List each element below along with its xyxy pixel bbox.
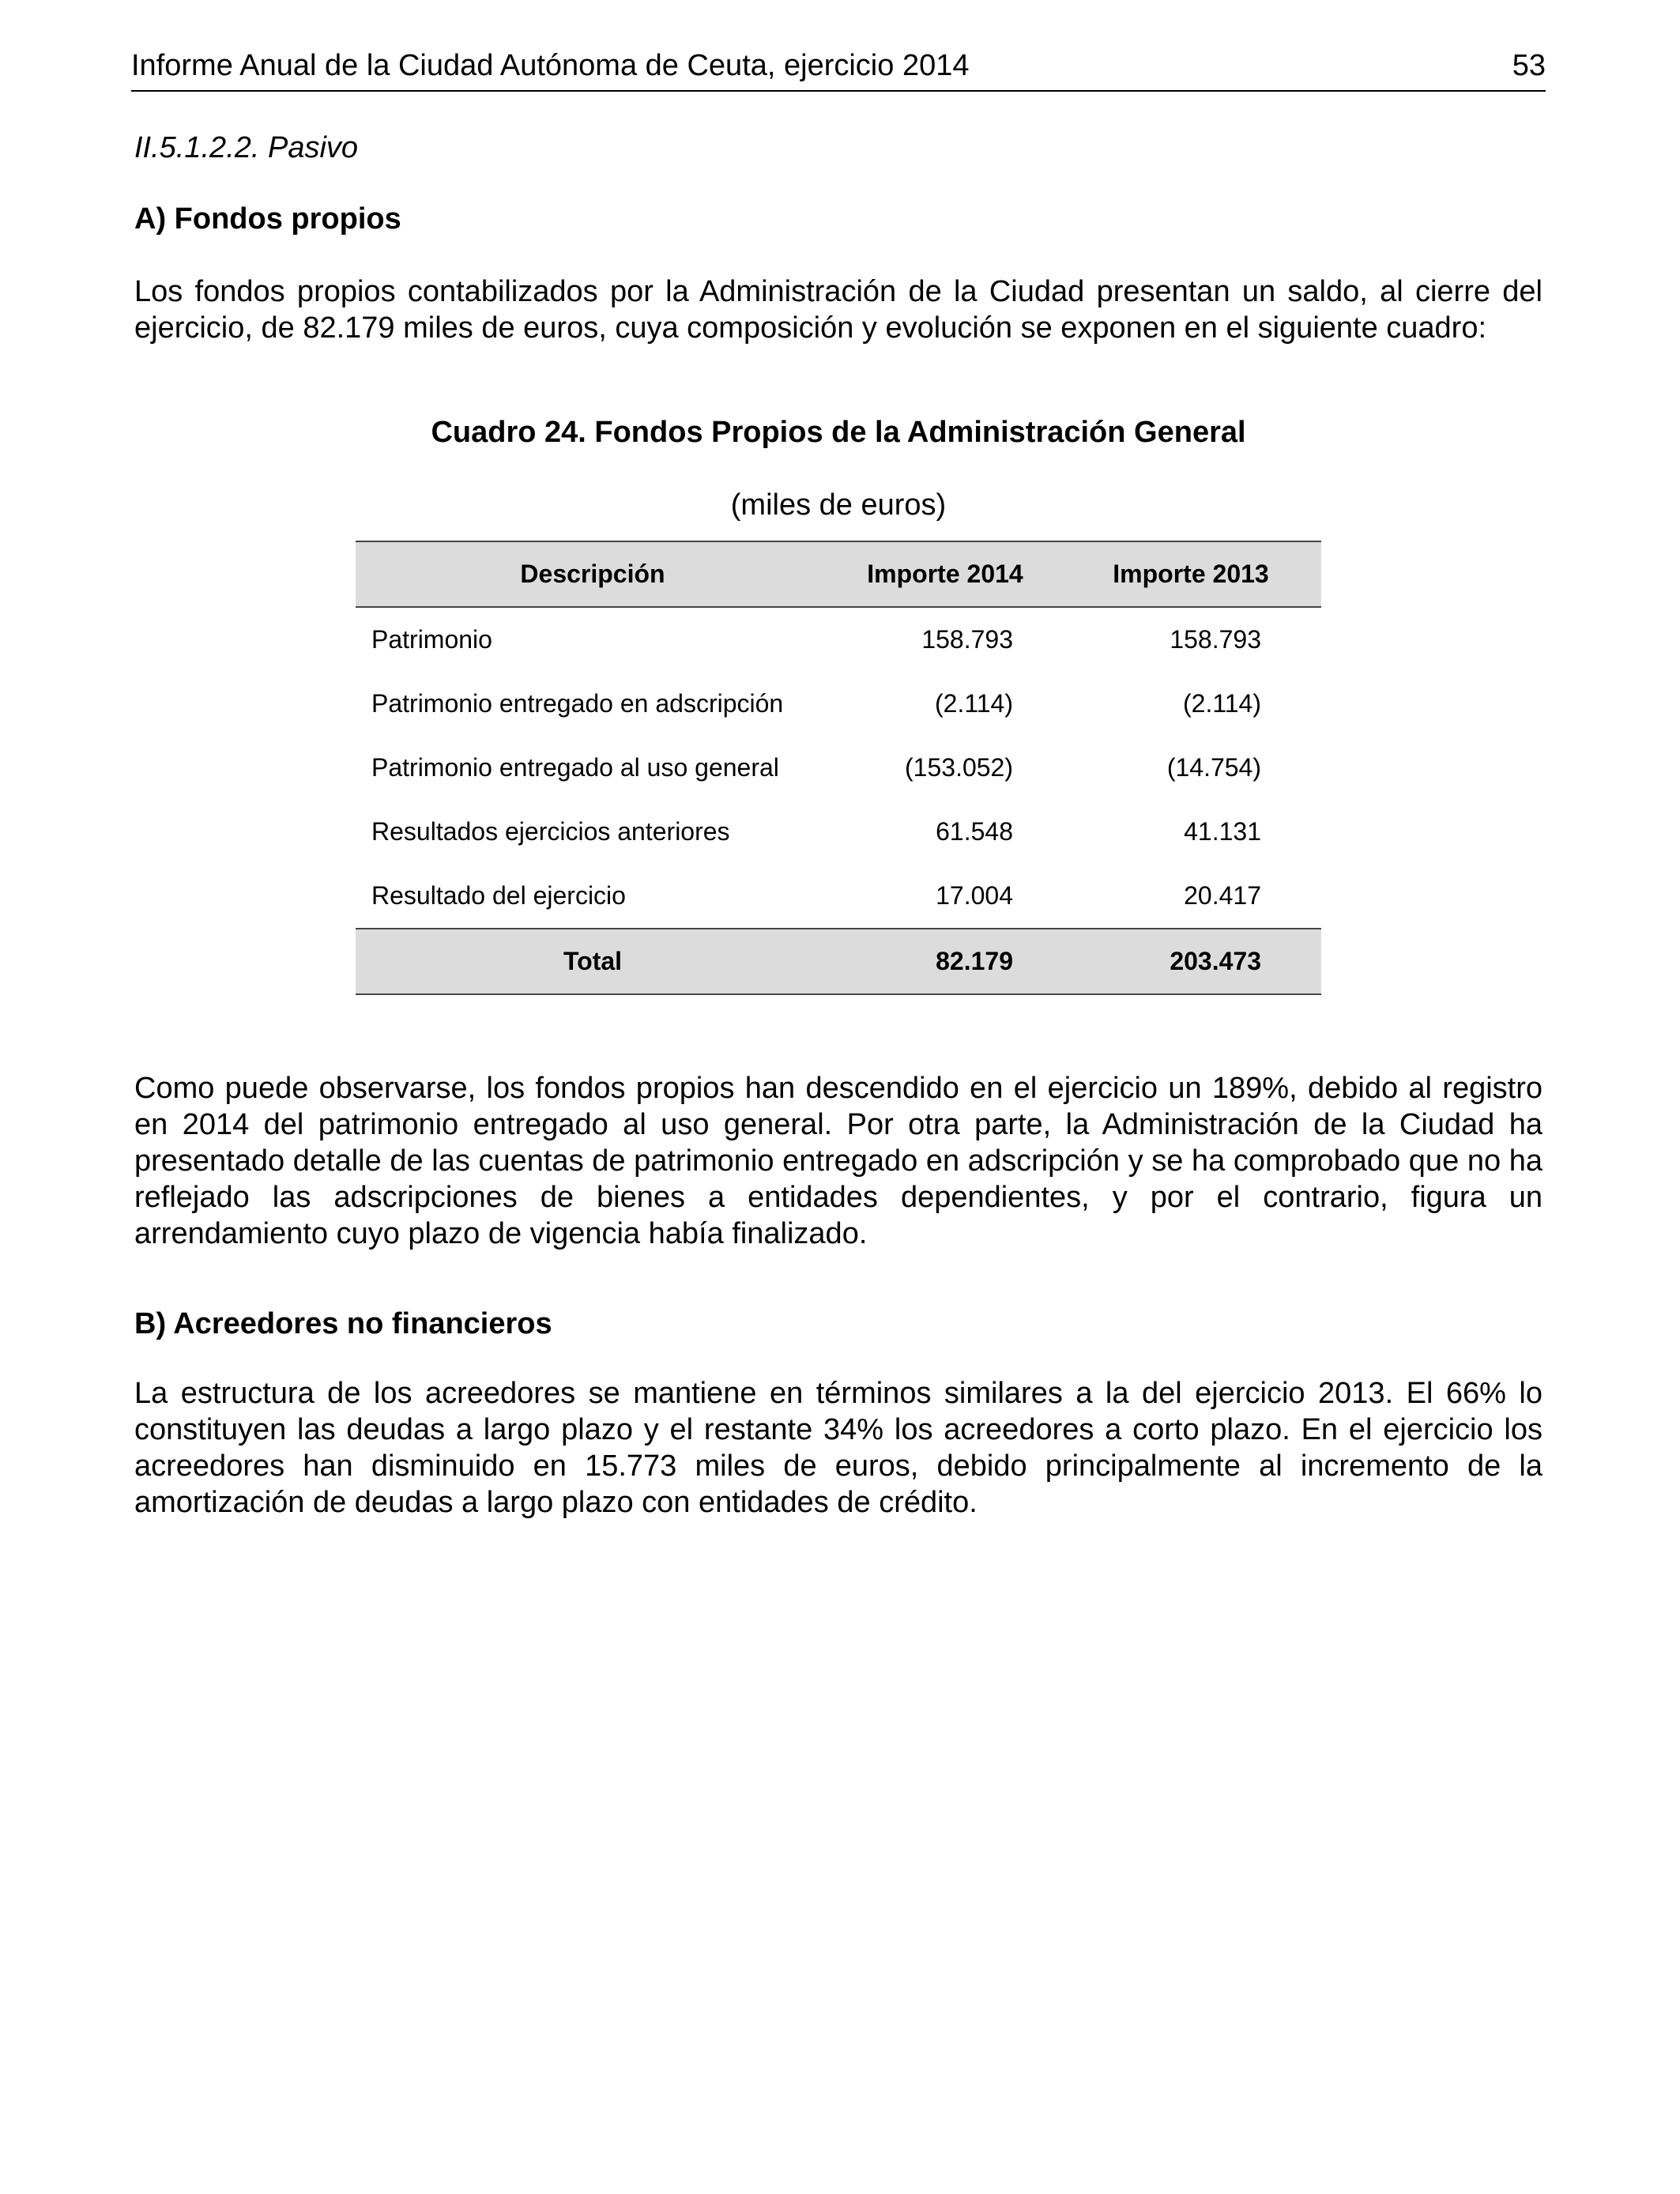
row-description: Patrimonio entregado al uso general bbox=[371, 753, 779, 782]
heading-acreedores: B) Acreedores no financieros bbox=[134, 1307, 552, 1340]
row-importe-2014: 158.793 bbox=[921, 625, 1013, 654]
page-number: 53 bbox=[1512, 49, 1546, 82]
row-description: Resultados ejercicios anteriores bbox=[371, 817, 730, 846]
total-label: Total bbox=[563, 947, 623, 975]
table-row bbox=[356, 864, 1321, 929]
table-unit: (miles de euros) bbox=[730, 488, 947, 522]
table-row bbox=[356, 607, 1321, 672]
paragraph-observaciones: Como puede observarse, los fondos propios han descendido en el ejercicio un 189%, debido al registro en 2014 del patrimonio entregado al uso general. Por otra parte, la Administración de la Ciudad ha presentado detalle de las cuentas de patrimonio entregado en adscripción y se ha comprobado que no ha reflejado las adscripciones de bienes a entidades dependientes, y por el contrario, figura un arrendamiento cuyo plazo de vigencia había finalizado. bbox=[134, 1072, 1543, 1250]
total-importe-2014: 82.179 bbox=[936, 947, 1013, 975]
row-importe-2014: 17.004 bbox=[936, 881, 1013, 910]
column-header-importe-2014: Importe 2014 bbox=[867, 560, 1023, 588]
table-row bbox=[356, 672, 1321, 736]
row-importe-2013: (2.114) bbox=[1182, 689, 1261, 718]
row-description: Resultado del ejercicio bbox=[371, 881, 626, 910]
paragraph-acreedores: La estructura de los acreedores se mantiene en términos similares a la del ejercicio 2013. El 66% lo constituyen las deudas a largo plazo y el restante 34% los acreedores a corto plazo. En el ejercicio los acreedores han disminuido en 15.773 miles de euros, debido principalmente al incremento de la amortización de deudas a largo plazo con entidades de crédito. bbox=[134, 1377, 1543, 1519]
paragraph-fondos-propios: Los fondos propios contabilizados por la Administración de la Ciudad presentan un saldo, al cierre del ejercicio, de 82.179 miles de euros, cuya composición y evolución se exponen en el siguiente cuadro: bbox=[134, 275, 1543, 345]
row-description: Patrimonio entregado en adscripción bbox=[371, 689, 784, 718]
section-label: II.5.1.2.2. Pasivo bbox=[134, 131, 359, 164]
row-importe-2013: 158.793 bbox=[1170, 625, 1261, 654]
fondos-propios-table bbox=[356, 541, 1321, 995]
row-importe-2013: 41.131 bbox=[1184, 817, 1261, 846]
table-row bbox=[356, 800, 1321, 864]
row-importe-2014: (2.114) bbox=[934, 689, 1013, 718]
page-header bbox=[131, 46, 1546, 92]
row-importe-2014: 61.548 bbox=[936, 817, 1013, 846]
table-header-row bbox=[356, 541, 1321, 607]
table-title: Cuadro 24. Fondos Propios de la Administración General bbox=[431, 416, 1246, 449]
row-importe-2013: (14.754) bbox=[1166, 753, 1261, 782]
document-title: Informe Anual de la Ciudad Autónoma de Ceuta, ejercicio 2014 bbox=[131, 49, 970, 82]
total-importe-2013: 203.473 bbox=[1170, 947, 1261, 975]
table-row bbox=[356, 736, 1321, 800]
column-header-descripcion: Descripción bbox=[520, 560, 665, 588]
table-total-row bbox=[356, 929, 1321, 994]
column-header-importe-2013: Importe 2013 bbox=[1113, 560, 1269, 588]
row-description: Patrimonio bbox=[371, 625, 492, 654]
heading-fondos-propios: A) Fondos propios bbox=[134, 202, 401, 236]
row-importe-2014: (153.052) bbox=[905, 753, 1013, 782]
row-importe-2013: 20.417 bbox=[1184, 881, 1261, 910]
